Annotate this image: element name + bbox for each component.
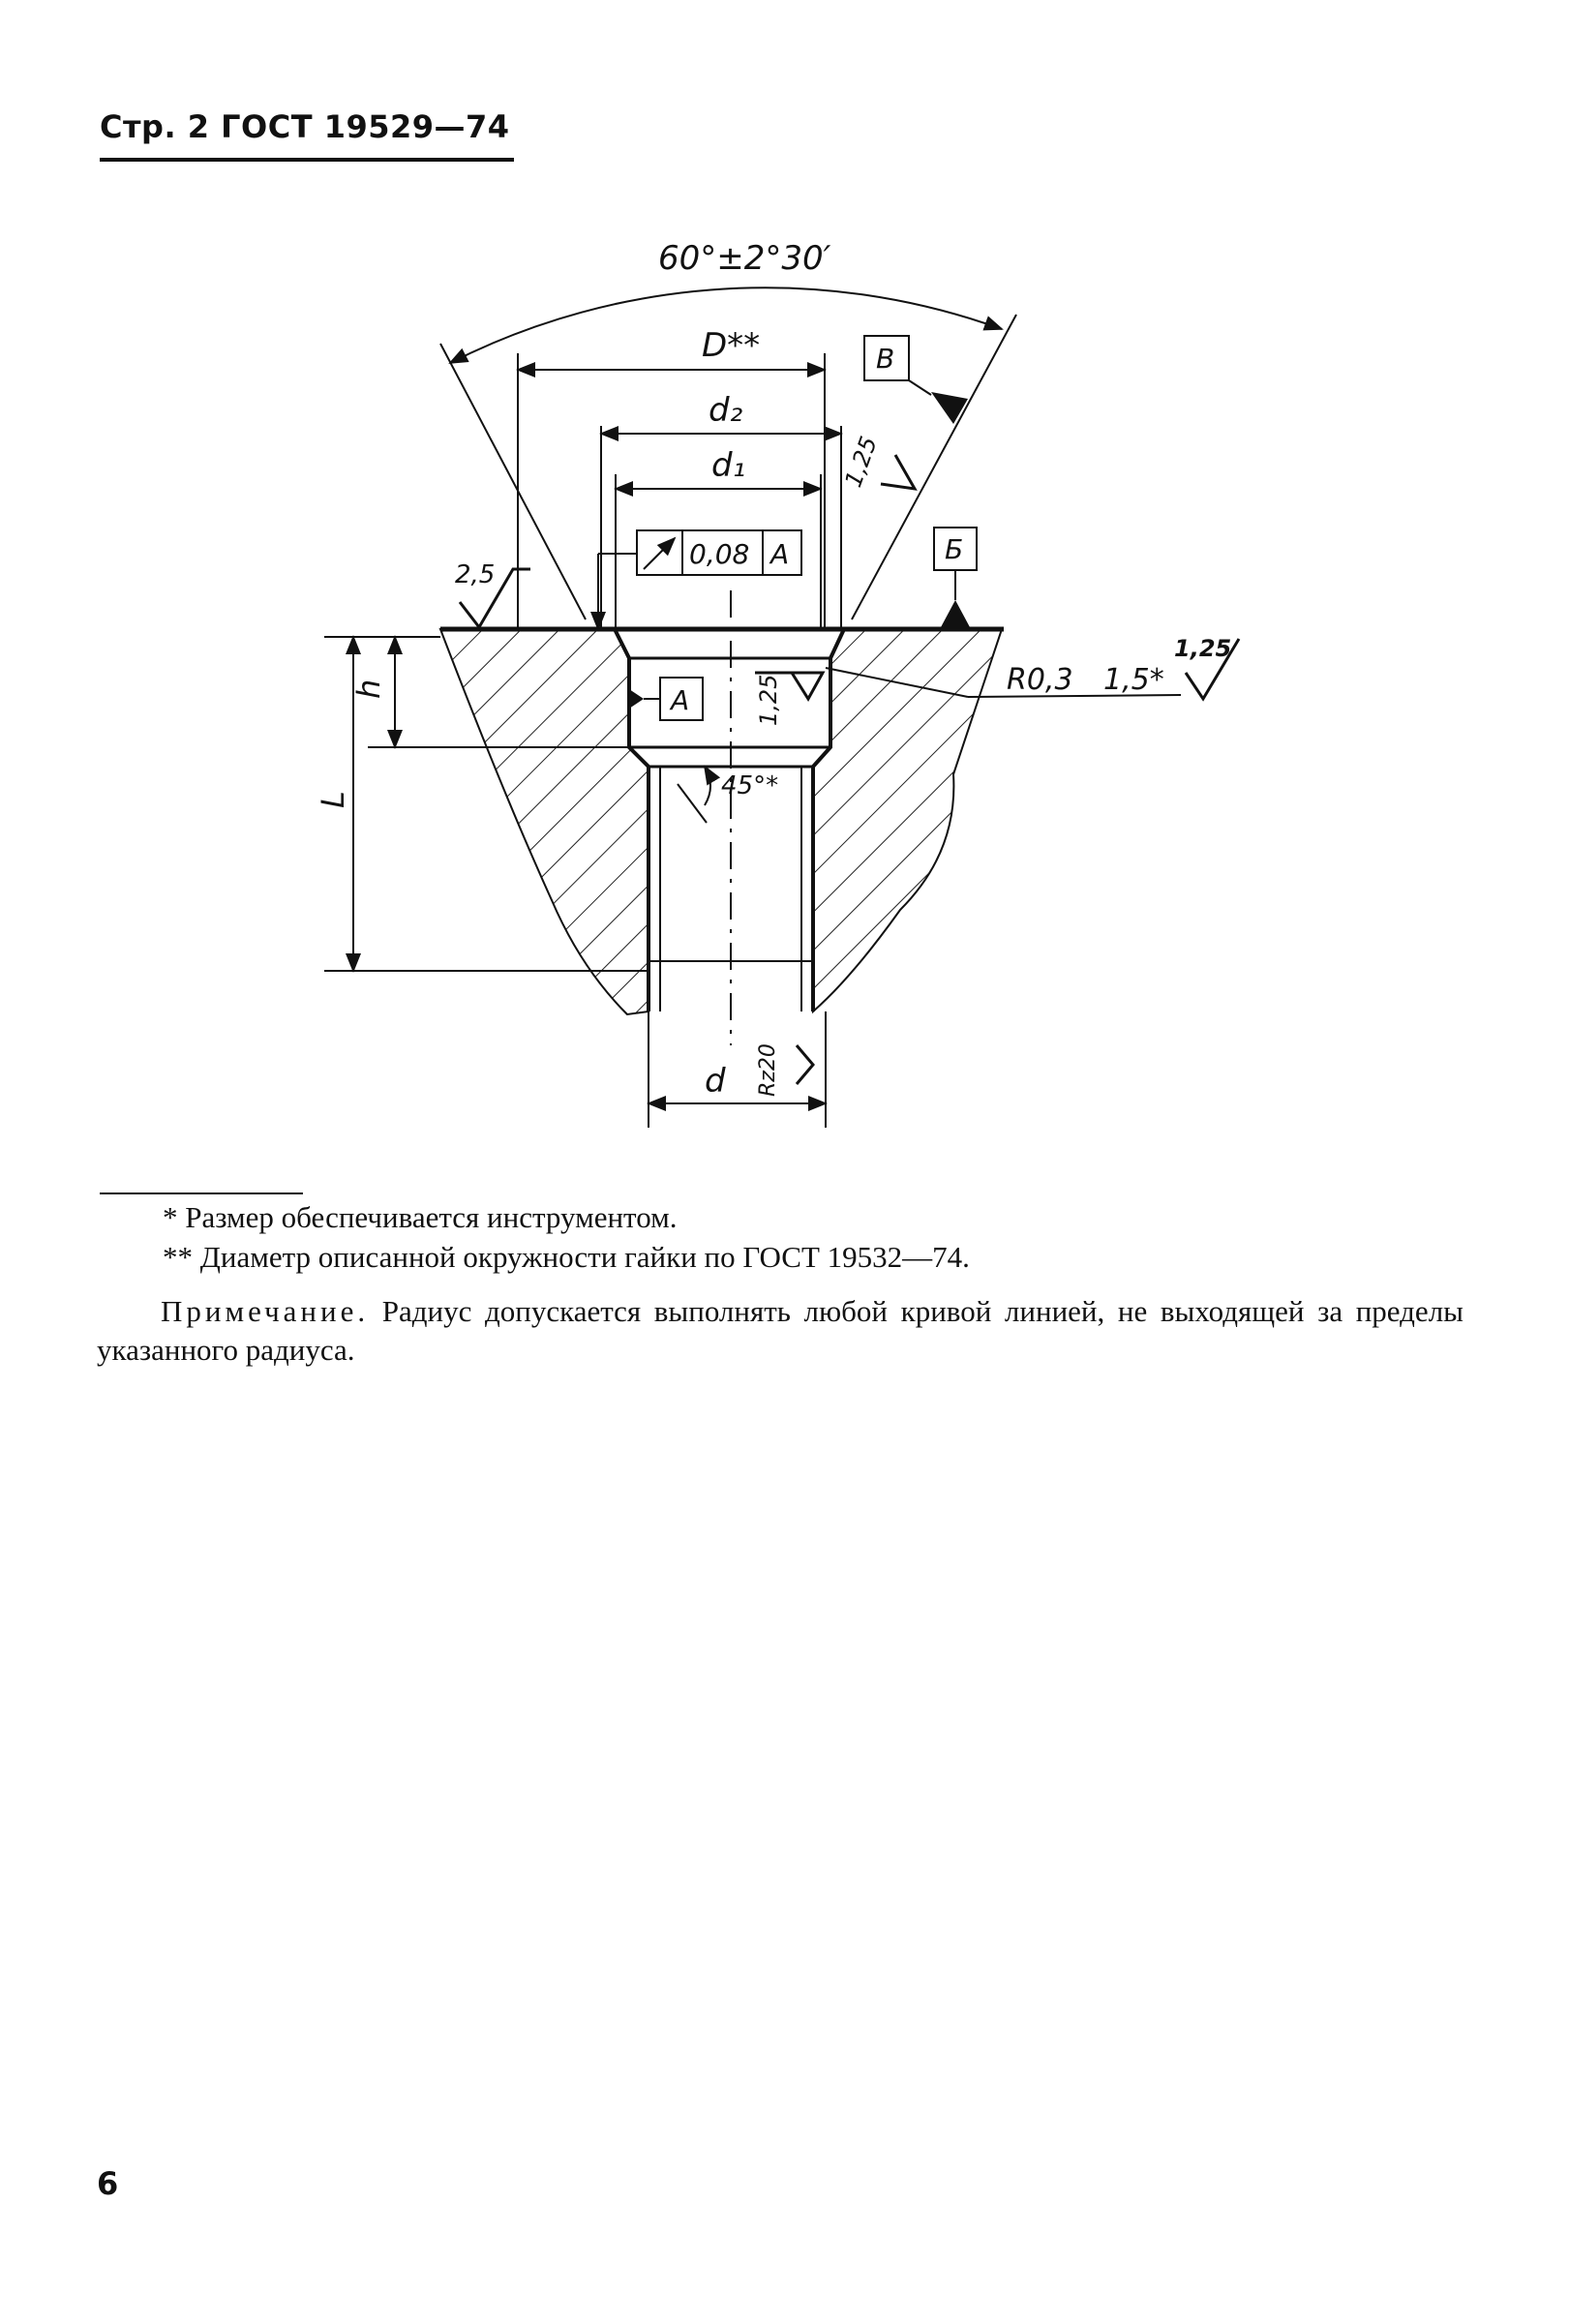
datum-b-label: Б: [945, 533, 964, 565]
page-number: 6: [97, 2165, 119, 2202]
chamfer-arc: [705, 767, 710, 805]
radius-label: R0,3: [1007, 663, 1073, 697]
L-label: L: [315, 791, 351, 808]
chamfer-leader: [678, 784, 707, 823]
rough-1-25-top-symbol: [881, 455, 915, 489]
rough-1-25-bore-label: 1,25: [755, 674, 782, 726]
datum-v-label: В: [876, 343, 895, 375]
d-label: d: [705, 1062, 726, 1101]
tolerance-value: 0,08: [689, 538, 750, 570]
note-text: Радиус допускается выполнять любой кривой линией, не выходящей за пределы указанного радиуса.: [97, 1294, 1463, 1367]
rough-rz20-symbol: [797, 1045, 813, 1084]
rz20-label: Rz20: [756, 1043, 780, 1097]
radius-size-label: 1,5*: [1103, 663, 1164, 697]
rough-1-25-top-label: 1,25: [839, 433, 883, 492]
angle-label: 60°±2°30′: [658, 239, 831, 278]
d2-label: d₂: [709, 391, 743, 430]
datum-a-label: A: [671, 684, 690, 716]
rough-2-5-label: 2,5: [455, 560, 496, 589]
footnote-rule: [100, 1192, 303, 1194]
d1-label: d₁: [711, 446, 746, 485]
page-header: Стр. 2 ГОСТ 19529—74: [100, 108, 510, 145]
D-label: D**: [702, 326, 761, 365]
note-label: Примечание.: [161, 1294, 370, 1328]
tolerance-datum: A: [770, 538, 790, 570]
section-left: [440, 629, 649, 1014]
chamfer-label: 45°*: [721, 771, 779, 800]
note-paragraph: [97, 1292, 1463, 1370]
h-label: h: [350, 679, 387, 699]
counterbore-outline: [615, 629, 844, 1011]
rough-1-25-right-label: 1,25: [1174, 635, 1232, 662]
section-right: [813, 629, 1002, 1011]
footnote-2: ** Диаметр описанной окружности гайки по ГОСТ 19532—74.: [163, 1240, 970, 1274]
footnote-1: * Размер обеспечивается инструментом.: [163, 1200, 678, 1234]
datum-a-box: [629, 678, 703, 720]
